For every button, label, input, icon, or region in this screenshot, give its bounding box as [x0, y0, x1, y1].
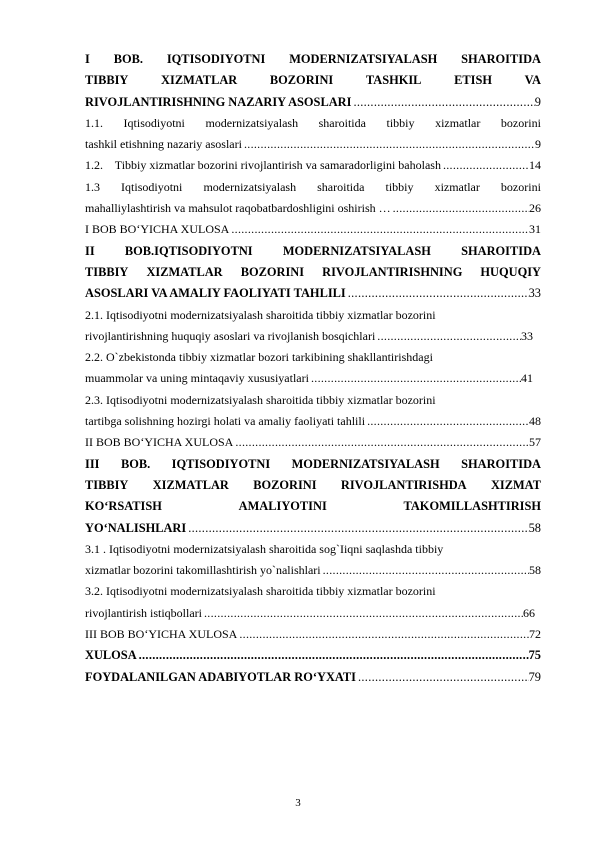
toc-word: tibbiy: [386, 115, 415, 130]
toc-word: sharoitida: [318, 115, 366, 130]
toc-leader: [85, 624, 541, 645]
toc-word: SHAROITIDA: [461, 52, 541, 66]
toc-entry-title: YO‘NALISHLARI: [85, 520, 187, 535]
toc-word: TAKOMILLASHTIRISH: [403, 499, 541, 514]
toc-entry-title: 3.2. Iqtisodiyotni modernizatsiyalash sharoitida tibbiy xizmatlar bozorini: [85, 584, 436, 599]
toc-word: IQTISODIYOTNI: [171, 456, 271, 471]
toc-chapter-3-summary[interactable]: [85, 624, 541, 645]
toc-chapter-2-heading[interactable]: [85, 241, 541, 262]
dot-leader: [441, 155, 529, 176]
toc-conclusion[interactable]: [85, 645, 541, 666]
toc-word: IQTISODIYOTNI: [166, 52, 266, 66]
toc-entry-title: mahalliylashtirish va mahsulot raqobatbardoshligini oshirish …: [85, 201, 391, 216]
toc-entry-title: 2.2. O`zbekistonda tibbiy xizmatlar bozori tarkibining shakllantirishdagi: [85, 350, 433, 365]
toc-line: [85, 454, 541, 475]
toc-entry-title: 3.1 . Iqtisodiyotni modernizatsiyalash sharoitida sog`Iiqni saqlashda tibbiy: [85, 541, 444, 556]
toc-word: XIZMATLAR: [161, 73, 238, 88]
toc-entry-title: III BOB BO‘YICHA XULOSA: [85, 627, 238, 642]
toc-line: [85, 49, 541, 70]
toc-word: BOZORINI: [269, 73, 334, 88]
toc-line: [85, 496, 541, 517]
toc-word: TIBBIY: [85, 264, 129, 279]
toc-entry-title: II BOB BO‘YICHA XULOSA: [85, 435, 234, 450]
toc-chapter-2-summary[interactable]: [85, 432, 541, 453]
toc-leader: [85, 411, 541, 432]
dot-leader: [356, 667, 529, 688]
toc-leader: [85, 198, 541, 219]
toc-word: MODERNIZATSIYALASH: [282, 243, 431, 258]
table-of-contents: [85, 49, 541, 688]
toc-references[interactable]: [85, 667, 541, 688]
toc-chapter-1-heading[interactable]: [85, 49, 541, 70]
dot-leader: [309, 368, 521, 389]
toc-word: ETISH: [454, 73, 492, 88]
toc-entry[interactable]: [85, 368, 541, 389]
toc-page-number: 75: [528, 648, 541, 663]
toc-word: BOZORINI: [240, 264, 305, 279]
toc-word: modernizatsiyalash: [205, 115, 299, 130]
dot-leader: [351, 92, 534, 113]
toc-chapter-3-heading[interactable]: [85, 454, 541, 475]
toc-section-1-1[interactable]: [85, 113, 541, 134]
toc-page-number: 26: [529, 201, 541, 216]
toc-entry-title: I BOB BO‘YICHA XULOSA: [85, 222, 230, 237]
toc-entry-title: FOYDALANILGAN ADABIYOTLAR RO‘YXATI: [85, 669, 357, 684]
toc-chapter-2-heading-cont[interactable]: [85, 262, 541, 283]
dot-leader: [391, 198, 529, 219]
toc-word: I: [85, 52, 90, 66]
toc-word: TASHKIL: [365, 73, 422, 88]
toc-line: [85, 113, 541, 134]
dot-leader: [375, 326, 521, 347]
toc-leader: [85, 219, 541, 240]
toc-word: Iqtisodiyotni: [123, 115, 185, 130]
toc-page-number: 58: [529, 563, 541, 578]
toc-page-number: 33: [528, 286, 541, 301]
toc-page-number: 48: [529, 414, 541, 429]
toc-chapter-1-summary[interactable]: [85, 219, 541, 240]
toc-entry-title: 1.2. Tibbiy xizmatlar bozorini rivojlantirish va samaradorligini baholash: [85, 158, 441, 173]
toc-word: Iqtisodiyotni: [121, 179, 183, 194]
toc-entry-title: RIVOJLANTIRISHNING NAZARIY ASOSLARI: [85, 94, 352, 109]
toc-word: modernizatsiyalash: [203, 179, 297, 194]
dot-leader: [346, 283, 529, 304]
toc-leader: [85, 134, 541, 155]
toc-entry[interactable]: [85, 518, 541, 539]
toc-word: BOB.IQTISODIYOTNI: [124, 243, 253, 258]
toc-entry[interactable]: [85, 134, 541, 155]
page-number: 3: [295, 797, 301, 809]
dot-leader: [365, 411, 529, 432]
toc-leader: [85, 368, 533, 389]
toc-entry[interactable]: [85, 411, 541, 432]
toc-word: III: [85, 456, 100, 471]
toc-entry-title: tashkil etishning nazariy asoslari: [85, 137, 242, 152]
dot-leader: [186, 518, 528, 539]
toc-word: AMALIYOTINI: [238, 499, 327, 514]
toc-word: SHAROITIDA: [461, 456, 541, 471]
toc-word: BOB.: [113, 52, 143, 66]
toc-entry-title: tartibga solishning hozirgi holati va amaliy faoliyati tahlili: [85, 414, 366, 429]
dot-leader: [321, 560, 529, 581]
toc-leader: [85, 92, 541, 113]
toc-word: 1.1.: [85, 115, 103, 130]
toc-chapter-1-heading-cont[interactable]: [85, 70, 541, 91]
toc-page-number: 14: [529, 158, 541, 173]
toc-word: RIVOJLANTIRISHDA: [340, 477, 467, 492]
toc-word: RIVOJLANTIRISHNING: [322, 264, 463, 279]
toc-entry[interactable]: [85, 92, 541, 113]
toc-word: XIZMATLAR: [152, 477, 229, 492]
toc-section-1-2[interactable]: [85, 155, 541, 176]
toc-word: BOB.: [120, 456, 151, 471]
dot-leader: [229, 219, 529, 240]
toc-entry-title: rivojlantirishning huquqiy asoslari va rivojlanish bosqichlari: [85, 328, 376, 343]
toc-word: sharoitida: [317, 179, 365, 194]
toc-leader: [85, 603, 535, 624]
toc-word: TIBBIY: [85, 73, 129, 88]
toc-word: 1.3: [85, 179, 100, 194]
toc-line: [85, 475, 541, 496]
toc-section-2-2[interactable]: [85, 347, 541, 368]
toc-line: [85, 241, 541, 262]
toc-word: MODERNIZATSIYALASH: [289, 52, 438, 66]
toc-leader: [85, 432, 541, 453]
toc-entry-title: rivojlantirish istiqbollari: [85, 605, 202, 620]
toc-word: tibbiy: [385, 179, 414, 194]
dot-leader: [202, 603, 523, 624]
toc-word: II: [85, 243, 95, 258]
toc-line: [85, 177, 541, 198]
toc-word: XIZMATLAR: [146, 264, 223, 279]
toc-entry[interactable]: [85, 326, 541, 347]
dot-leader: [233, 432, 529, 453]
toc-entry-title: xizmatlar bozorini takomillashtirish yo`nalishlari: [85, 563, 321, 578]
toc-section-1-3[interactable]: [85, 177, 541, 198]
toc-chapter-3-heading-cont[interactable]: [85, 496, 541, 517]
toc-section-3-2[interactable]: [85, 581, 541, 602]
toc-word: xizmatlar: [434, 179, 480, 194]
toc-section-2-3[interactable]: [85, 390, 541, 411]
toc-word: VA: [524, 73, 541, 88]
toc-page-number: 57: [529, 435, 541, 450]
toc-leader: [85, 560, 541, 581]
toc-leader: [85, 155, 541, 176]
toc-entry-title: ASOSLARI VA AMALIY FAOLIYATI TAHLILI: [85, 286, 346, 301]
toc-page-number: 58: [528, 520, 541, 535]
toc-word: BOZORINI: [253, 477, 317, 492]
toc-word: SHAROITIDA: [461, 243, 541, 258]
toc-entry[interactable]: [85, 560, 541, 581]
toc-entry-title: XULOSA: [85, 648, 137, 663]
toc-line: [85, 262, 541, 283]
toc-word: bozorini: [500, 179, 541, 194]
toc-entry-title: muammolar va uning mintaqaviy xususiyatlari: [85, 371, 309, 386]
toc-leader: [85, 283, 541, 304]
toc-page-number: 41: [521, 371, 533, 386]
toc-word: MODERNIZATSIYALASH: [291, 456, 440, 471]
toc-entry-title: 2.3. Iqtisodiyotni modernizatsiyalash sharoitida tibbiy xizmatlar bozorini: [85, 392, 436, 407]
toc-entry[interactable]: [85, 198, 541, 219]
toc-entry[interactable]: [85, 603, 541, 624]
toc-page-number: 9: [535, 137, 541, 152]
toc-page-number: 79: [528, 669, 541, 684]
toc-page-number: 31: [529, 222, 541, 237]
toc-section-3-1[interactable]: [85, 539, 541, 560]
toc-word: KO‘RSATISH: [85, 499, 162, 514]
toc-page-number: 9: [534, 94, 541, 109]
toc-page-number: 66: [523, 605, 535, 620]
toc-chapter-3-heading-cont[interactable]: [85, 475, 541, 496]
toc-leader: [85, 667, 541, 688]
toc-line: [85, 70, 541, 91]
toc-word: HUQUQIY: [480, 264, 541, 279]
toc-page-number: 33: [521, 328, 533, 343]
toc-word: xizmatlar: [435, 115, 481, 130]
toc-page-number: 72: [529, 627, 541, 642]
toc-entry[interactable]: [85, 283, 541, 304]
dot-leader: [137, 645, 529, 666]
toc-entry-title: 2.1. Iqtisodiyotni modernizatsiyalash sharoitida tibbiy xizmatlar bozorini: [85, 307, 436, 322]
toc-word: XIZMAT: [490, 477, 541, 492]
dot-leader: [237, 624, 529, 645]
toc-word: bozorini: [500, 115, 541, 130]
toc-leader: [85, 645, 541, 666]
toc-leader: [85, 518, 541, 539]
toc-section-2-1[interactable]: [85, 305, 541, 326]
dot-leader: [242, 134, 535, 155]
toc-word: TIBBIY: [85, 477, 129, 492]
toc-leader: [85, 326, 533, 347]
